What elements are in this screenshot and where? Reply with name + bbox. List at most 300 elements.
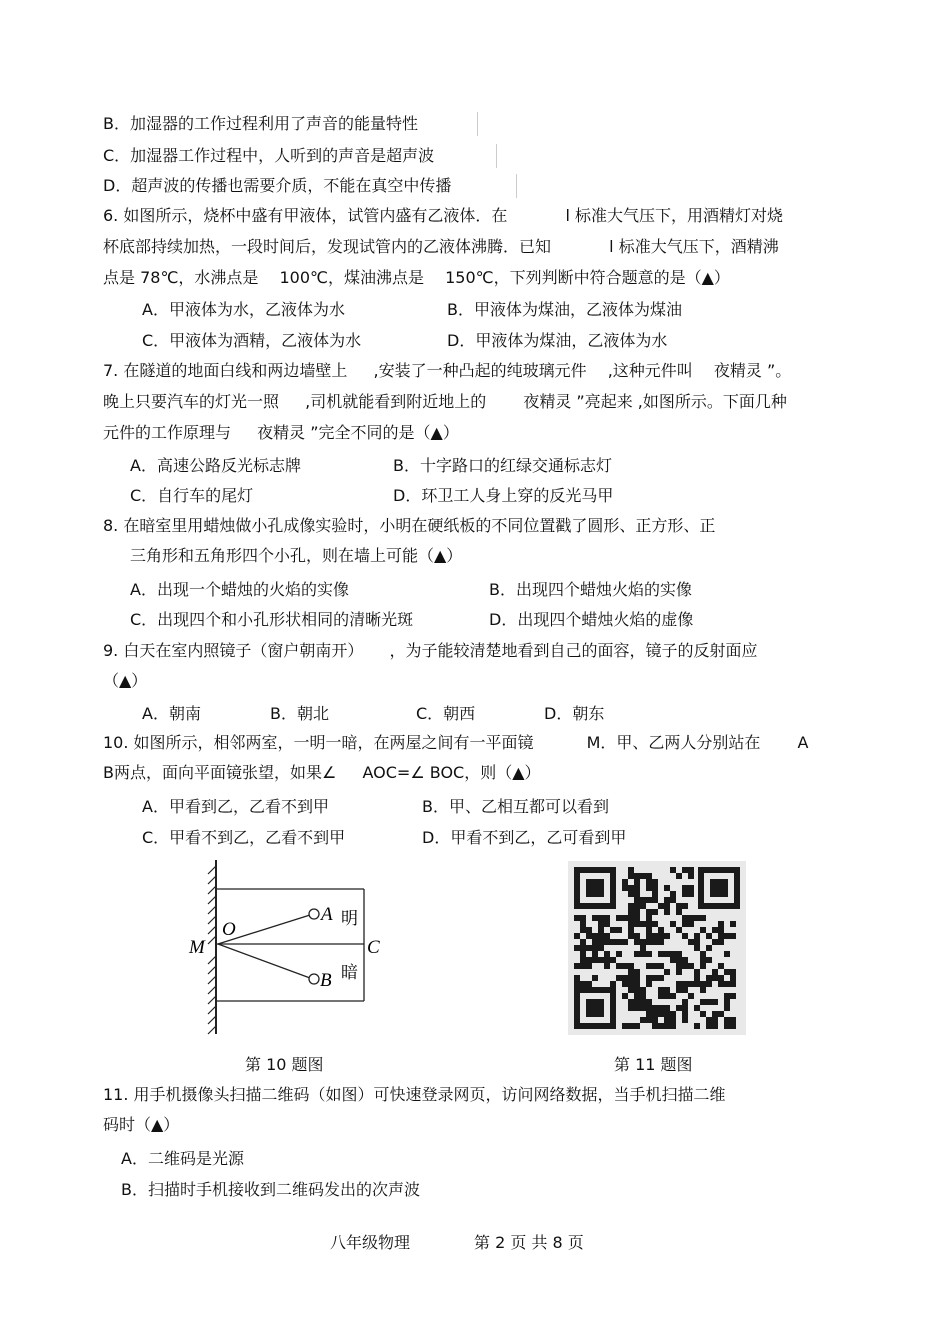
q6-stem-line-3: 点是 78℃，水沸点是 100℃，煤油沸点是 150℃，下列判断中符合题意的是（▲）	[103, 268, 730, 287]
qr-module	[640, 1017, 646, 1023]
qr-module	[622, 975, 628, 981]
qr-module	[670, 897, 676, 903]
qr-module	[706, 975, 712, 981]
qr-module	[658, 987, 664, 993]
qr-module	[688, 915, 694, 921]
figure-11-qr-code	[568, 861, 746, 1035]
qr-module	[718, 963, 724, 969]
finder-pattern-top-right	[698, 867, 740, 909]
qr-module	[598, 939, 604, 945]
qr-module	[724, 993, 730, 999]
qr-module	[646, 981, 652, 987]
qr-module	[664, 885, 670, 891]
qr-module	[676, 951, 682, 957]
qr-module	[724, 981, 730, 987]
qr-module	[640, 873, 646, 879]
label-b: B	[320, 970, 332, 991]
qr-module	[676, 1005, 682, 1011]
qr-module	[616, 915, 622, 921]
q10-option-b: B．甲、乙相互都可以看到	[422, 797, 609, 816]
qr-module	[646, 885, 652, 891]
qr-module	[634, 933, 640, 939]
qr-module	[700, 951, 706, 957]
qr-module	[628, 969, 634, 975]
qr-module	[640, 993, 646, 999]
qr-module	[610, 981, 616, 987]
qr-module	[724, 969, 730, 975]
qr-module	[706, 1023, 712, 1029]
qr-module	[682, 903, 688, 909]
qr-module	[628, 903, 634, 909]
qr-module	[700, 981, 706, 987]
q8-option-a: A．出现一个蜡烛的火焰的实像	[130, 580, 349, 599]
qr-module	[712, 1017, 718, 1023]
qr-module	[664, 909, 670, 915]
qr-module	[628, 921, 634, 927]
point-b-marker	[309, 974, 319, 984]
qr-module	[580, 915, 586, 921]
qr-module	[688, 939, 694, 945]
qr-module	[628, 975, 634, 981]
scan-artifact-line	[496, 144, 497, 168]
figure-10-caption: 第 10 题图	[245, 1055, 324, 1074]
qr-module	[718, 921, 724, 927]
qr-module	[676, 903, 682, 909]
qr-module	[628, 915, 634, 921]
qr-module	[712, 975, 718, 981]
qr-module	[658, 993, 664, 999]
qr-module	[646, 921, 652, 927]
qr-module	[628, 933, 634, 939]
qr-module	[628, 999, 634, 1005]
label-o: O	[222, 919, 236, 940]
q9-option-b: B．朝北	[270, 704, 329, 723]
qr-module	[652, 1017, 658, 1023]
qr-module	[730, 993, 736, 999]
qr-module	[682, 1005, 688, 1011]
qr-module	[598, 915, 604, 921]
qr-module	[640, 1005, 646, 1011]
qr-module	[634, 873, 640, 879]
qr-module	[730, 921, 736, 927]
qr-module	[634, 975, 640, 981]
qr-module	[586, 945, 592, 951]
qr-module	[724, 999, 730, 1005]
qr-module	[694, 1023, 700, 1029]
qr-module	[622, 993, 628, 999]
qr-code-image	[568, 861, 746, 1035]
qr-module	[634, 951, 640, 957]
label-dark-room: 暗	[341, 963, 358, 983]
qr-module	[682, 963, 688, 969]
qr-module	[670, 951, 676, 957]
q10-option-c: C．甲看不到乙，乙看不到甲	[142, 828, 346, 847]
qr-module	[706, 957, 712, 963]
qr-module	[682, 933, 688, 939]
figure-10-mirror-diagram	[185, 858, 385, 1038]
scan-artifact-line	[516, 174, 517, 198]
qr-module	[664, 897, 670, 903]
qr-module	[658, 1023, 664, 1029]
qr-module	[664, 1005, 670, 1011]
q9-stem-line-1: 9. 白天在室内照镜子（窗户朝南开） ，为子能较清楚地看到自己的面容，镜子的反射面应	[103, 641, 758, 660]
qr-module	[664, 1011, 670, 1017]
qr-module	[670, 1011, 676, 1017]
qr-module	[670, 1023, 676, 1029]
qr-module	[580, 951, 586, 957]
qr-module	[598, 927, 604, 933]
qr-module	[700, 927, 706, 933]
qr-module	[580, 963, 586, 969]
qr-module	[682, 885, 688, 891]
qr-module	[688, 993, 694, 999]
qr-module	[586, 981, 592, 987]
qr-module	[622, 963, 628, 969]
qr-module	[694, 981, 700, 987]
qr-module	[652, 1023, 658, 1029]
qr-module	[580, 945, 586, 951]
qr-module	[634, 1005, 640, 1011]
qr-module	[616, 927, 622, 933]
qr-module	[676, 963, 682, 969]
qr-module	[634, 999, 640, 1005]
qr-module	[730, 969, 736, 975]
qr-module	[634, 915, 640, 921]
finder-pattern-bottom-left	[574, 987, 616, 1029]
qr-module	[670, 921, 676, 927]
qr-module	[676, 981, 682, 987]
q9-option-d: D．朝东	[544, 704, 605, 723]
qr-module	[604, 933, 610, 939]
qr-module	[682, 915, 688, 921]
qr-module	[730, 933, 736, 939]
qr-module	[658, 939, 664, 945]
qr-module	[652, 933, 658, 939]
q8-stem-line-2: 三角形和五角形四个小孔，则在墙上可能（▲）	[130, 546, 463, 565]
q5-option-b: B．加湿器的工作过程利用了声音的能量特性	[103, 114, 418, 133]
q10-option-d: D．甲看不到乙，乙可看到甲	[422, 828, 627, 847]
qr-module	[646, 1005, 652, 1011]
qr-module	[646, 873, 652, 879]
qr-module	[682, 987, 688, 993]
label-c: C	[367, 937, 380, 958]
q9-option-c: C．朝西	[416, 704, 476, 723]
qr-module	[688, 921, 694, 927]
qr-module	[688, 873, 694, 879]
qr-module	[580, 927, 586, 933]
q6-option-b: B．甲液体为煤油，乙液体为煤油	[447, 300, 682, 319]
qr-module	[664, 951, 670, 957]
qr-module	[616, 951, 622, 957]
qr-module	[646, 909, 652, 915]
figure-11-caption: 第 11 题图	[614, 1055, 693, 1074]
qr-module	[694, 975, 700, 981]
qr-module	[610, 939, 616, 945]
qr-module	[574, 945, 580, 951]
qr-module	[700, 987, 706, 993]
qr-module	[580, 939, 586, 945]
qr-module	[676, 873, 682, 879]
qr-module	[646, 963, 652, 969]
q8-option-c: C．出现四个和小孔形状相同的清晰光斑	[130, 610, 414, 629]
qr-module	[706, 933, 712, 939]
qr-module	[646, 897, 652, 903]
qr-module	[640, 921, 646, 927]
qr-module	[580, 981, 586, 987]
qr-module	[622, 981, 628, 987]
qr-module	[634, 1023, 640, 1029]
qr-module	[592, 975, 598, 981]
qr-module	[622, 879, 628, 885]
qr-module	[712, 969, 718, 975]
qr-module	[628, 885, 634, 891]
q6-stem-line-2: 杯底部持续加热，一段时间后，发现试管内的乙液体沸腾．已知 l 标准大气压下，酒精沸	[103, 237, 779, 256]
qr-module	[604, 957, 610, 963]
q6-option-c: C．甲液体为酒精，乙液体为水	[142, 331, 362, 350]
qr-module	[724, 1005, 730, 1011]
qr-module	[634, 903, 640, 909]
qr-module	[628, 1023, 634, 1029]
q7-stem-line-2: 晚上只要汽车的灯光一照 ,司机就能看到附近地上的 夜精灵 ”亮起来 ,如图所示。下面几种	[103, 392, 787, 411]
q7-option-a: A．高速公路反光标志牌	[130, 456, 301, 475]
qr-module	[634, 993, 640, 999]
qr-module	[634, 879, 640, 885]
qr-module	[604, 963, 610, 969]
qr-module	[652, 963, 658, 969]
qr-module	[700, 963, 706, 969]
q10-stem-line-1: 10. 如图所示，相邻两室，一明一暗，在两屋之间有一平面镜 M．甲、乙两人分别站在 A	[103, 733, 809, 752]
qr-module	[652, 1011, 658, 1017]
qr-module	[730, 975, 736, 981]
qr-module	[652, 909, 658, 915]
qr-module	[604, 951, 610, 957]
qr-module	[670, 993, 676, 999]
q5-option-c: C．加湿器工作过程中，人听到的声音是超声波	[103, 146, 435, 165]
qr-module	[664, 987, 670, 993]
label-bright-room: 明	[341, 909, 358, 929]
q11-option-a: A．二维码是光源	[121, 1149, 244, 1168]
qr-module	[700, 957, 706, 963]
qr-module	[658, 1005, 664, 1011]
qr-module	[682, 1011, 688, 1017]
qr-module	[706, 1017, 712, 1023]
qr-module	[634, 939, 640, 945]
qr-module	[718, 939, 724, 945]
qr-module	[628, 873, 634, 879]
qr-module	[676, 957, 682, 963]
qr-module	[700, 1011, 706, 1017]
q8-stem-line-1: 8. 在暗室里用蜡烛做小孔成像实验时，小明在硬纸板的不同位置戳了圆形、正方形、正	[103, 516, 716, 535]
qr-module	[592, 933, 598, 939]
qr-module	[628, 987, 634, 993]
qr-module	[604, 921, 610, 927]
qr-module	[592, 939, 598, 945]
qr-module	[646, 1011, 652, 1017]
qr-module	[640, 939, 646, 945]
qr-module	[592, 915, 598, 921]
q8-option-d: D．出现四个蜡烛火焰的虚像	[489, 610, 694, 629]
qr-module	[652, 891, 658, 897]
qr-module	[688, 891, 694, 897]
qr-module	[730, 1017, 736, 1023]
finder-pattern-top-left	[574, 867, 616, 909]
qr-module	[694, 1005, 700, 1011]
qr-module	[640, 945, 646, 951]
qr-module	[712, 1023, 718, 1029]
qr-module	[628, 909, 634, 915]
qr-module	[658, 963, 664, 969]
qr-module	[658, 975, 664, 981]
qr-module	[664, 1023, 670, 1029]
qr-module	[658, 951, 664, 957]
q7-stem-line-3: 元件的工作原理与 夜精灵 ”完全不同的是（▲）	[103, 423, 459, 442]
qr-module	[718, 1011, 724, 1017]
label-a: A	[321, 904, 333, 925]
qr-module	[604, 939, 610, 945]
footer-subject: 八年级物理	[330, 1233, 411, 1252]
qr-module	[652, 879, 658, 885]
qr-module	[604, 915, 610, 921]
qr-module	[598, 945, 604, 951]
qr-module	[718, 981, 724, 987]
qr-module	[598, 933, 604, 939]
q11-stem-line-1: 11. 用手机摄像头扫描二维码（如图）可快速登录网页，访问网络数据，当手机扫描二维	[103, 1085, 726, 1104]
q9-stem-line-2: （▲）	[103, 671, 148, 690]
qr-module	[694, 933, 700, 939]
q10-option-a: A．甲看到乙，乙看不到甲	[142, 797, 329, 816]
qr-module	[670, 957, 676, 963]
scan-artifact-line	[477, 112, 478, 136]
qr-module	[658, 927, 664, 933]
qr-module	[574, 975, 580, 981]
qr-module	[646, 975, 652, 981]
qr-module	[646, 1017, 652, 1023]
qr-module	[712, 939, 718, 945]
qr-module	[574, 933, 580, 939]
qr-module	[682, 891, 688, 897]
q8-option-b: B．出现四个蜡烛火焰的实像	[489, 580, 692, 599]
qr-module	[628, 867, 634, 873]
qr-module	[640, 897, 646, 903]
qr-module	[682, 981, 688, 987]
qr-module	[652, 1005, 658, 1011]
qr-module	[664, 933, 670, 939]
q6-stem-line-1: 6. 如图所示，烧杯中盛有甲液体，试管内盛有乙液体．在 l 标准大气压下，用酒精灯对烧	[103, 206, 784, 225]
qr-module	[682, 867, 688, 873]
qr-module	[658, 903, 664, 909]
qr-module	[676, 927, 682, 933]
qr-module	[712, 999, 718, 1005]
qr-module	[586, 963, 592, 969]
qr-module	[622, 939, 628, 945]
qr-module	[646, 927, 652, 933]
qr-module	[682, 957, 688, 963]
qr-module	[640, 951, 646, 957]
qr-module	[718, 975, 724, 981]
qr-module	[700, 999, 706, 1005]
qr-module	[610, 957, 616, 963]
qr-module	[574, 981, 580, 987]
qr-module	[652, 885, 658, 891]
qr-module	[664, 903, 670, 909]
qr-module	[706, 945, 712, 951]
qr-module	[718, 933, 724, 939]
qr-module	[646, 999, 652, 1005]
qr-module	[724, 951, 730, 957]
q10-stem-line-2: B两点，面向平面镜张望，如果∠ AOC=∠ BOC，则（▲）	[103, 763, 541, 782]
qr-module	[646, 879, 652, 885]
qr-module	[640, 903, 646, 909]
qr-module	[676, 909, 682, 915]
q9-option-a: A．朝南	[142, 704, 201, 723]
q6-option-a: A．甲液体为水，乙液体为水	[142, 300, 345, 319]
qr-module	[634, 987, 640, 993]
qr-module	[646, 939, 652, 945]
qr-module	[628, 1005, 634, 1011]
qr-module	[628, 927, 634, 933]
label-m: M	[189, 937, 205, 958]
point-a-marker	[309, 909, 319, 919]
qr-module	[652, 975, 658, 981]
qr-module	[670, 891, 676, 897]
qr-module	[616, 963, 622, 969]
qr-module	[700, 915, 706, 921]
qr-module	[622, 915, 628, 921]
qr-module	[718, 927, 724, 933]
qr-module	[592, 945, 598, 951]
qr-module	[628, 891, 634, 897]
qr-module	[580, 957, 586, 963]
mirror-hatching	[208, 860, 216, 1034]
qr-module	[634, 921, 640, 927]
qr-module	[724, 1017, 730, 1023]
q11-stem-line-2: 码时（▲）	[103, 1115, 180, 1134]
qr-module	[592, 951, 598, 957]
qr-module	[652, 897, 658, 903]
qr-module	[634, 891, 640, 897]
q5-option-d: D．超声波的传播也需要介质，不能在真空中传播	[103, 176, 452, 195]
qr-module	[670, 1017, 676, 1023]
qr-module	[676, 969, 682, 975]
qr-module	[664, 969, 670, 975]
qr-module	[646, 915, 652, 921]
qr-module	[682, 999, 688, 1005]
qr-module	[694, 939, 700, 945]
qr-module	[706, 981, 712, 987]
q7-option-b: B．十字路口的红绿交通标志灯	[393, 456, 612, 475]
qr-module	[634, 969, 640, 975]
qr-module	[640, 987, 646, 993]
qr-module	[664, 993, 670, 999]
qr-module	[586, 933, 592, 939]
qr-module	[682, 921, 688, 927]
qr-module	[586, 957, 592, 963]
qr-module	[634, 885, 640, 891]
qr-module	[622, 885, 628, 891]
q7-stem-line-1: 7. 在隧道的地面白线和两边墙壁上 ,安装了一种凸起的纯玻璃元件 ,这种元件叫 夜精灵 ”。	[103, 361, 792, 380]
qr-module	[670, 867, 676, 873]
qr-module	[658, 933, 664, 939]
qr-module	[688, 981, 694, 987]
footer-page-number: 第 2 页 共 8 页	[474, 1233, 584, 1252]
qr-module	[628, 981, 634, 987]
qr-module	[586, 927, 592, 933]
qr-module	[598, 921, 604, 927]
qr-module	[724, 933, 730, 939]
qr-module	[616, 939, 622, 945]
qr-module	[610, 927, 616, 933]
qr-module	[730, 981, 736, 987]
